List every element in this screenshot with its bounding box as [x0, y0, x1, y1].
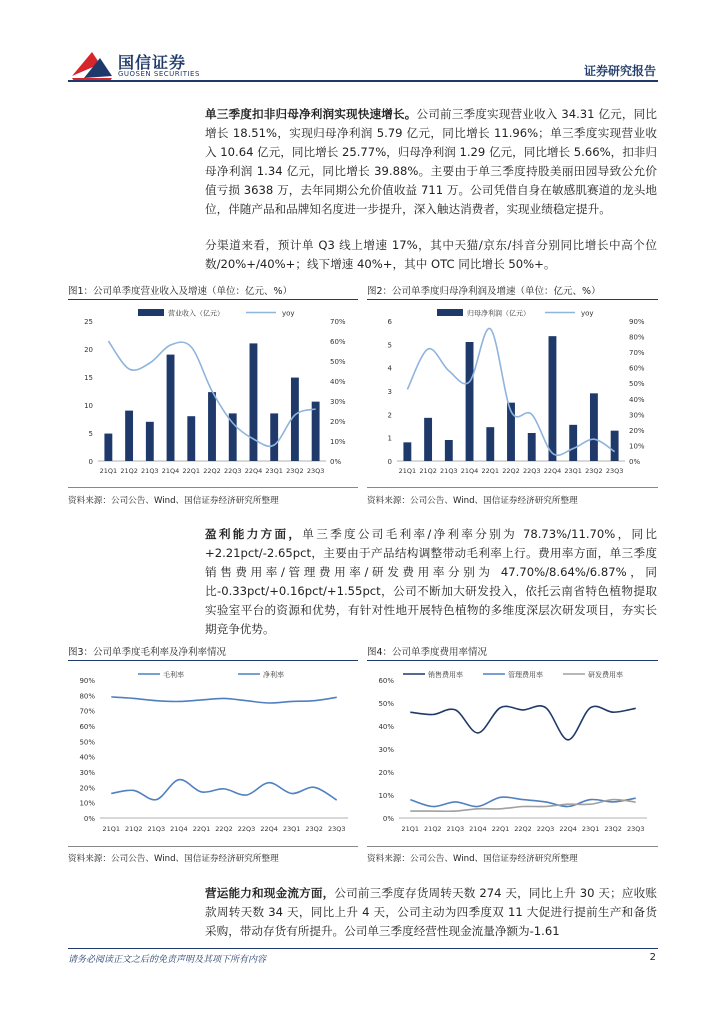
figure-1-title-rule [68, 299, 358, 300]
x-tick-label: 21Q4 [460, 467, 479, 475]
y2-tick-label: 20% [330, 418, 346, 426]
x-tick-label: 21Q2 [419, 467, 437, 475]
y-tick-label: 25 [84, 318, 93, 326]
x-tick-label: 21Q3 [446, 825, 465, 833]
y2-tick-label: 0% [330, 458, 342, 466]
y2-tick-label: 10% [629, 442, 645, 451]
y2-tick-label: 30% [629, 411, 645, 420]
bar [466, 342, 474, 461]
y-tick-label: 10 [84, 402, 93, 410]
y2-tick-label: 80% [629, 333, 645, 342]
y2-tick-label: 50% [629, 380, 645, 389]
x-tick-label: 22Q4 [260, 825, 278, 833]
figure-2-bottom-rule [367, 487, 658, 488]
x-tick-label: 21Q2 [125, 825, 143, 833]
legend-label: 毛利率 [163, 671, 184, 679]
bar [445, 440, 453, 461]
x-tick-label: 22Q2 [215, 825, 233, 833]
figure-2-title-rule [367, 299, 658, 300]
legend-label: 净利率 [263, 671, 284, 679]
paragraph-2: 分渠道来看，预计单 Q3 线上增速 17%，其中天猫/京东/抖音分别同比增长中高个位数/20%+/40%+；线下增速 40%+，其中 OTC 同比增长 50%+。 [205, 238, 657, 271]
bar [486, 427, 494, 461]
x-tick-label: 22Q3 [522, 467, 541, 475]
footer-disclaimer: 请务必阅读正文之后的免责声明及其项下所有内容 [68, 955, 267, 965]
y-tick-label: 60% [378, 677, 394, 685]
figure-4-title-rule [367, 660, 658, 661]
x-tick-label: 21Q3 [440, 467, 458, 475]
series-line [410, 800, 635, 812]
x-tick-label: 23Q3 [306, 467, 325, 475]
x-tick-label: 21Q1 [398, 467, 417, 475]
chart-revenue [68, 303, 358, 483]
y2-tick-label: 20% [629, 426, 645, 435]
x-tick-label: 21Q1 [401, 825, 420, 833]
legend-label-bar: 营业收入（亿元） [168, 309, 224, 318]
x-tick-label: 22Q1 [491, 825, 510, 833]
series-line [111, 697, 336, 703]
y-tick-label: 30% [79, 769, 95, 777]
y-tick-label: 10% [378, 792, 394, 800]
y2-tick-label: 70% [330, 318, 346, 326]
legend-label-line: yoy [581, 309, 594, 318]
paragraph-3 [205, 525, 657, 639]
x-tick-label: 22Q2 [203, 467, 221, 475]
legend-swatch-bar [138, 309, 164, 316]
y-tick-label: 50% [378, 700, 394, 708]
x-tick-label: 21Q2 [120, 467, 138, 475]
x-tick-label: 21Q3 [147, 825, 166, 833]
paragraph-4-lead: 营运能力和现金流方面， [205, 886, 335, 900]
logo-en-text: GUOSEN SECURITIES [118, 70, 200, 78]
bar [167, 355, 175, 461]
x-tick-label: 23Q1 [581, 825, 600, 833]
y-tick-label: 30% [378, 746, 394, 754]
x-tick-label: 23Q2 [604, 825, 622, 833]
bar [104, 434, 112, 461]
figure-1-bottom-rule [68, 487, 358, 488]
bar [611, 431, 619, 461]
y-tick-label: 3 [387, 388, 392, 396]
y2-tick-label: 70% [629, 349, 645, 358]
paragraph-3-lead: 盈利能力方面， [205, 527, 303, 541]
legend-label: 销售费用率 [428, 671, 463, 679]
y2-tick-label: 40% [330, 378, 346, 386]
figure-3-title-rule [68, 660, 358, 661]
y2-tick-label: 30% [330, 398, 346, 406]
chart-margins [68, 666, 358, 841]
bar [424, 418, 432, 461]
y-tick-label: 20% [378, 769, 394, 777]
figure-4-bottom-rule [367, 846, 658, 847]
y-tick-label: 6 [387, 318, 392, 326]
bar [528, 433, 536, 461]
y2-tick-label: 60% [629, 364, 645, 373]
y-tick-label: 40% [79, 753, 95, 762]
series-line [111, 780, 336, 800]
y-tick-label: 50% [79, 738, 95, 747]
y-tick-label: 0% [382, 815, 394, 823]
y-tick-label: 15 [84, 374, 93, 382]
legend-label: 管理费用率 [508, 671, 543, 679]
bar [125, 411, 133, 461]
x-tick-label: 23Q1 [282, 825, 301, 833]
paragraph-1-body: 公司前三季度实现营业收入 34.31 亿元，同比增长 18.51%，实现归母净利润 5.79 亿元，同比增长 11.96%；单三季度实现营业收入 10.64 亿元，同比增长 25.77%，归母净利润 1.29 亿元，同比增长 5.66%，扣非归母净利润 1.34 亿元，同比增长 39.88%。主要由于单三季度持股美丽田园导致公允价值亏损 3638 万，去年同期公允价值收益 711 万。公司凭借自身在敏感肌赛道的龙头地位，伴随产品和品牌知名度进一步提升，深入触达消费者，实现业绩稳定提升。 [205, 107, 657, 216]
x-tick-label: 23Q1 [265, 467, 283, 475]
x-tick-label: 22Q2 [514, 825, 532, 833]
x-tick-label: 21Q4 [161, 467, 180, 475]
chart-expense-ratios [367, 666, 658, 841]
figure-3-source: 资料来源：公司公告、Wind、国信证券经济研究所整理 [68, 854, 279, 864]
bar [590, 393, 598, 461]
logo-cn-text: 国信证券 [118, 53, 187, 72]
figure-3-title: 图3：公司单季度毛利率及净利率情况 [68, 647, 227, 658]
figure-2-title: 图2：公司单季度归母净利润及增速（单位：亿元、%） [367, 286, 601, 297]
x-tick-label: 22Q3 [237, 825, 256, 833]
header-rule [68, 80, 658, 82]
y-tick-label: 2 [387, 411, 392, 420]
x-tick-label: 22Q1 [182, 467, 201, 475]
x-tick-label: 21Q4 [170, 825, 188, 833]
figure-4-title: 图4：公司单季度费用率情况 [367, 647, 488, 658]
x-tick-label: 22Q4 [559, 825, 577, 833]
legend-label-line: yoy [282, 309, 295, 318]
y-tick-label: 4 [387, 364, 392, 373]
paragraph-1 [205, 105, 657, 219]
y-tick-label: 80% [79, 692, 95, 701]
bar [250, 343, 258, 461]
paragraph-1-lead: 单三季度扣非归母净利润实现快速增长。 [205, 107, 417, 121]
x-tick-label: 21Q1 [99, 467, 118, 475]
report-type: 证券研究报告 [583, 64, 656, 78]
legend-label: 研发费用率 [588, 671, 623, 679]
y2-tick-label: 60% [330, 338, 346, 346]
x-tick-label: 22Q3 [223, 467, 242, 475]
paragraph-3-body: 单三季度公司毛利率/净利率分别为 78.73%/11.70%，同比+2.21pct/-2.65pct，主要由于产品结构调整带动毛利率上行。费用率方面，单三季度销售费用率/管理费用率/研发费用率分别为 47.70%/8.64%/6.87%，同比-0.33pct/+0.16pct/+1.55pct，公司不断加大研发投入，依托云南省特色植物提取实验室平台的资源和优势，有针对性地开展特色植物的多维度深层次研发项目，夯实长期竞争优势。 [205, 527, 657, 636]
figure-1-title: 图1：公司单季度营业收入及增速（单位：亿元、%） [68, 286, 293, 297]
y-tick-label: 5 [387, 341, 392, 350]
footer-rule [68, 948, 658, 949]
bar [270, 413, 278, 461]
x-tick-label: 23Q2 [585, 467, 603, 475]
bar [403, 442, 411, 461]
x-tick-label: 22Q1 [192, 825, 211, 833]
figure-4-source: 资料来源：公司公告、Wind、国信证券经济研究所整理 [367, 854, 578, 864]
series-line [410, 706, 635, 740]
y-tick-label: 0 [88, 458, 93, 466]
x-tick-label: 22Q2 [502, 467, 520, 475]
x-tick-label: 23Q2 [286, 467, 304, 475]
y2-tick-label: 40% [629, 395, 645, 404]
y-tick-label: 0% [83, 815, 95, 823]
y2-tick-label: 90% [629, 318, 645, 326]
bar [312, 402, 320, 461]
x-tick-label: 23Q3 [626, 825, 645, 833]
x-tick-label: 23Q1 [564, 467, 582, 475]
x-tick-label: 21Q1 [102, 825, 121, 833]
figure-2-source: 资料来源：公司公告、Wind、国信证券经济研究所整理 [367, 496, 578, 506]
y2-tick-label: 50% [330, 358, 346, 366]
x-tick-label: 23Q3 [605, 467, 624, 475]
logo-mark-icon [70, 46, 114, 84]
y2-tick-label: 10% [330, 438, 346, 446]
x-tick-label: 23Q3 [327, 825, 346, 833]
x-tick-label: 23Q2 [305, 825, 323, 833]
x-tick-label: 22Q4 [543, 467, 562, 475]
bar [569, 425, 577, 461]
x-tick-label: 22Q4 [244, 467, 263, 475]
y2-tick-label: 0% [629, 458, 641, 466]
x-tick-label: 21Q4 [469, 825, 487, 833]
bar [187, 416, 195, 461]
y-tick-label: 0 [387, 458, 392, 466]
y-tick-label: 20% [79, 784, 95, 793]
x-tick-label: 22Q1 [481, 467, 500, 475]
y-tick-label: 10% [79, 799, 95, 808]
y-tick-label: 1 [387, 434, 392, 443]
legend-label-bar: 归母净利润（亿元） [467, 309, 530, 318]
y-tick-label: 60% [79, 723, 95, 731]
y-tick-label: 20 [84, 346, 93, 354]
figure-3-bottom-rule [68, 846, 358, 847]
bar [549, 336, 557, 461]
y-tick-label: 40% [378, 723, 394, 731]
paragraph-4 [205, 884, 657, 941]
bar [208, 392, 216, 461]
y-tick-label: 70% [79, 707, 95, 716]
figure-1-source: 资料来源：公司公告、Wind、国信证券经济研究所整理 [68, 496, 279, 506]
x-tick-label: 21Q3 [141, 467, 159, 475]
chart-net-profit [367, 303, 658, 483]
y-tick-label: 5 [88, 430, 93, 438]
y-tick-label: 90% [79, 677, 95, 685]
page-number: 2 [649, 952, 656, 963]
paragraph-4-body: 公司前三季度存货周转天数 274 天，同比上升 30 天；应收账款周转天数 34 天，同比上升 4 天，公司主动为四季度双 11 大促进行提前生产和备货采购，带动存货有所提升。公司单三季度经营性现金流量净额为-1.61 [205, 886, 657, 938]
x-tick-label: 22Q3 [536, 825, 555, 833]
x-tick-label: 21Q2 [424, 825, 442, 833]
bar [146, 422, 154, 461]
legend-swatch-bar [437, 309, 463, 316]
